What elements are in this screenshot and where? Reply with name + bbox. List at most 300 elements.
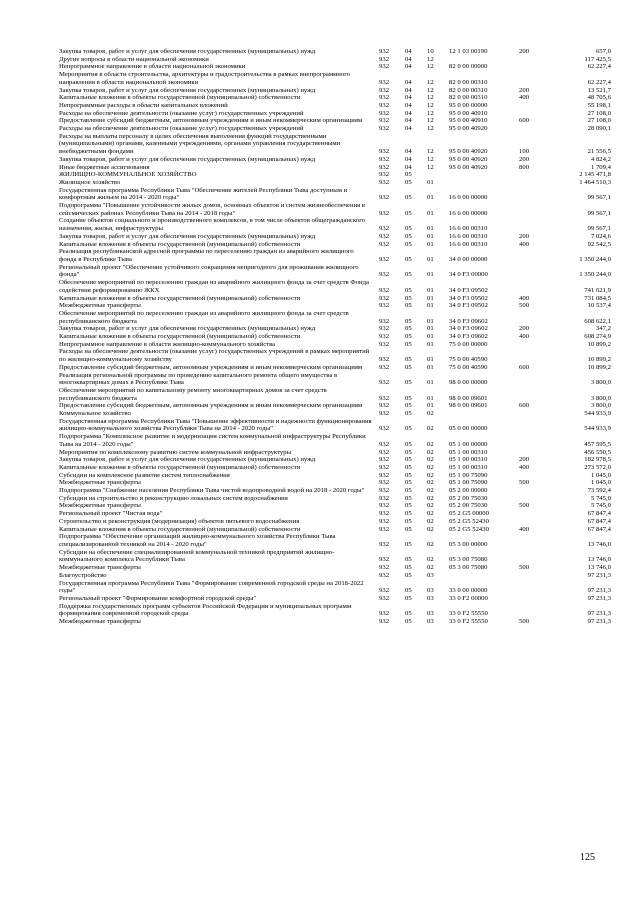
subsection-code: 01 <box>427 379 434 387</box>
table-row <box>59 487 619 495</box>
ministry-code: 932 <box>379 163 390 171</box>
row-name: Государственная программа Республики Тыва "Повышение эффективности и надежности функционирования жилищно-коммунального хозяйства Республики Тыва на 2014 - 2020 годы" <box>59 417 372 433</box>
section-code: 05 <box>405 178 412 186</box>
ministry-code: 932 <box>379 48 390 55</box>
amount: 1 464 510,3 <box>579 178 611 186</box>
subsection-code: 12 <box>427 155 434 163</box>
amount: 67 847,4 <box>587 510 611 518</box>
section-code: 04 <box>405 125 412 133</box>
row-name: Другие вопросы в области национальной экономики <box>59 55 209 63</box>
section-code: 05 <box>405 225 412 233</box>
table-row <box>59 518 619 526</box>
expense-type: 400 <box>519 333 530 341</box>
subsection-code: 01 <box>427 209 434 217</box>
amount: 10 899,2 <box>587 356 611 364</box>
subsection-code: 12 <box>427 109 434 117</box>
target-article: 95 0 00 40910 <box>449 117 488 125</box>
ministry-code: 932 <box>379 340 390 348</box>
amount: 48 705,6 <box>587 94 611 102</box>
ministry-code: 932 <box>379 517 390 525</box>
section-code: 05 <box>405 556 412 564</box>
section-code: 05 <box>405 255 412 263</box>
expense-type: 400 <box>519 463 530 471</box>
table-row <box>59 156 619 164</box>
subsection-code: 12 <box>427 78 434 86</box>
section-code: 04 <box>405 109 412 117</box>
expense-type: 500 <box>519 479 530 487</box>
table-row <box>59 233 619 241</box>
expense-type: 200 <box>519 325 530 333</box>
section-code: 05 <box>405 456 412 464</box>
section-code: 05 <box>405 286 412 294</box>
target-article: 05 2 G5 00000 <box>449 510 489 518</box>
subsection-code: 02 <box>427 448 434 456</box>
subsection-code: 12 <box>427 125 434 133</box>
row-name: Государственная программа Республики Тыва "Формирование современной городской среды на 2018-2022 годы" <box>59 579 364 595</box>
target-article: 75 0 00 40590 <box>449 363 488 371</box>
ministry-code: 932 <box>379 463 390 471</box>
row-name: Капитальные вложения в объекты государственной (муниципальной) собственности <box>59 525 301 533</box>
expense-type: 200 <box>519 155 530 163</box>
target-article: 05 0 00 00000 <box>449 425 488 433</box>
target-article: 95 0 00 40920 <box>449 125 488 133</box>
row-name: Строительство и реконструкция (модернизация) объектов питьевого водоснабжения <box>59 517 300 525</box>
target-article: 95 0 00 40920 <box>449 155 488 163</box>
row-name: ЖИЛИЩНО-КОММУНАЛЬНОЕ ХОЗЯЙСТВО <box>59 171 197 179</box>
section-code: 05 <box>405 525 412 533</box>
section-code: 05 <box>405 541 412 548</box>
section-code: 05 <box>405 571 412 579</box>
ministry-code: 932 <box>379 479 390 487</box>
row-name: Закупка товаров, работ и услуг для обеспечения государственных (муниципальных) нужд <box>59 456 316 464</box>
table-row <box>59 387 619 402</box>
table-row <box>59 364 619 372</box>
table-row <box>59 310 619 325</box>
row-name: Мероприятия по комплексному развитию систем коммунальной инфраструктуры <box>59 448 292 456</box>
amount: 3 800,0 <box>590 379 611 387</box>
expense-type: 400 <box>519 294 530 302</box>
target-article: 75 0 00 40590 <box>449 356 488 364</box>
row-name: Непрограммное направление в области жилищно-коммунального хозяйства <box>59 340 276 348</box>
subsection-code: 01 <box>427 294 434 302</box>
amount: 1 709,4 <box>590 163 611 171</box>
amount: 13 746,0 <box>587 564 611 572</box>
subsection-code: 02 <box>427 541 434 548</box>
amount: 3 800,0 <box>590 402 611 410</box>
table-row <box>59 87 619 95</box>
target-article: 34 0 F3 09502 <box>449 302 488 310</box>
table-row <box>59 295 619 303</box>
target-article: 05 3 00 75080 <box>449 556 488 564</box>
ministry-code: 932 <box>379 209 390 217</box>
row-name: Обеспечение мероприятий по капитальному ремонту многоквартирных домов за счет средств республиканского бюджета <box>59 386 327 402</box>
table-row <box>59 56 619 64</box>
table-row <box>59 510 619 518</box>
section-code: 05 <box>405 356 412 364</box>
ministry-code: 932 <box>379 494 390 502</box>
subsection-code: 03 <box>427 594 434 602</box>
section-code: 05 <box>405 325 412 333</box>
row-name: Непрограммные расходы в области капитальных вложений <box>59 101 228 109</box>
subsection-code: 01 <box>427 271 434 279</box>
target-article: 05 1 00 00000 <box>449 440 488 448</box>
row-name: Закупка товаров, работ и услуг для обеспечения государственных (муниципальных) нужд <box>59 325 316 333</box>
section-code: 05 <box>405 564 412 572</box>
row-name: Капитальные вложения в объекты государственной (муниципальной) собственности <box>59 463 301 471</box>
target-article: 34 0 F3 09502 <box>449 294 488 302</box>
target-article: 05 1 00 00310 <box>449 463 488 471</box>
section-code: 05 <box>405 232 412 240</box>
expense-type: 800 <box>519 163 530 171</box>
table-row <box>59 449 619 457</box>
row-name: Субсидии на комплексное развитие систем теплоснабжения <box>59 471 230 479</box>
row-name: Субсидии на строительство и реконструкцию локальных систем водоснабжения <box>59 494 288 502</box>
subsection-code: 02 <box>427 410 434 418</box>
subsection-code: 12 <box>427 55 434 63</box>
subsection-code: 02 <box>427 456 434 464</box>
row-name: Реализация региональной программы по проведению капитального ремонта общего имущества в многоквартирных домах в Республике Тыва <box>59 371 338 387</box>
amount: 608 622,1 <box>584 317 611 325</box>
subsection-code: 02 <box>427 440 434 448</box>
ministry-code: 932 <box>379 317 390 325</box>
amount: 4 824,2 <box>590 155 611 163</box>
amount: 92 542,5 <box>587 240 611 248</box>
expense-type: 400 <box>519 525 530 533</box>
section-code: 04 <box>405 163 412 171</box>
expense-type: 500 <box>519 502 530 510</box>
target-article: 05 2 00 00000 <box>449 487 488 495</box>
ministry-code: 932 <box>379 394 390 402</box>
section-code: 04 <box>405 101 412 109</box>
table-row <box>59 133 619 156</box>
section-code: 04 <box>405 86 412 94</box>
section-code: 05 <box>405 209 412 217</box>
expense-type: 400 <box>519 94 530 102</box>
row-name: Непрограммное направление в области национальной экономики <box>59 63 246 71</box>
row-name: Капитальные вложения в объекты государственной (муниципальной) собственности <box>59 333 301 341</box>
amount: 741 621,9 <box>584 286 611 294</box>
section-code: 05 <box>405 618 412 626</box>
target-article: 05 3 00 00000 <box>449 541 488 548</box>
row-name: Расходы на обеспечение деятельности (оказание услуг) государственных учреждений в рамках мероприятий по жилищно-коммунальному хозяйству <box>59 348 370 364</box>
table-row <box>59 348 619 363</box>
target-article: 16 0 00 00000 <box>449 194 488 202</box>
section-code: 05 <box>405 594 412 602</box>
ministry-code: 932 <box>379 78 390 86</box>
amount: 657,0 <box>595 48 611 55</box>
target-article: 16 6 00 00310 <box>449 240 488 248</box>
table-row <box>59 456 619 464</box>
amount: 99 567,1 <box>587 209 611 217</box>
budget-table <box>59 48 619 626</box>
section-code: 05 <box>405 410 412 418</box>
table-row <box>59 549 619 564</box>
expense-type: 400 <box>519 240 530 248</box>
ministry-code: 932 <box>379 363 390 371</box>
row-name: Региональный проект "Формирование комфортной городской среды" <box>59 594 257 602</box>
amount: 544 933,9 <box>584 410 611 418</box>
subsection-code: 02 <box>427 463 434 471</box>
table-row <box>59 595 619 603</box>
row-name: Обеспечение мероприятий по переселению граждан из аварийного жилищного фонда за счет средств республиканского бюджета <box>59 309 349 325</box>
ministry-code: 932 <box>379 225 390 233</box>
amount: 99 567,1 <box>587 194 611 202</box>
target-article: 95 0 00 40920 <box>449 163 488 171</box>
target-article: 98 0 00 09601 <box>449 402 488 410</box>
amount: 456 550,5 <box>584 448 611 456</box>
subsection-code: 01 <box>427 255 434 263</box>
ministry-code: 932 <box>379 294 390 302</box>
ministry-code: 932 <box>379 379 390 387</box>
subsection-code: 01 <box>427 317 434 325</box>
subsection-code: 01 <box>427 286 434 294</box>
target-article: 33 0 F2 00000 <box>449 594 488 602</box>
table-row <box>59 264 619 279</box>
ministry-code: 932 <box>379 448 390 456</box>
expense-type: 500 <box>519 618 530 626</box>
row-name: Жилищное хозяйство <box>59 178 121 186</box>
ministry-code: 932 <box>379 440 390 448</box>
row-name: Капитальные вложения в объекты государственной (муниципальной) собственности <box>59 294 301 302</box>
target-article: 34 0 F3 09602 <box>449 325 488 333</box>
ministry-code: 932 <box>379 94 390 102</box>
subsection-code: 02 <box>427 510 434 518</box>
table-row <box>59 618 619 626</box>
target-article: 05 1 00 75090 <box>449 479 488 487</box>
section-code: 05 <box>405 171 412 179</box>
table-row <box>59 410 619 418</box>
amount: 97 231,3 <box>587 610 611 618</box>
table-row <box>59 279 619 294</box>
row-name: Региональный проект "Обеспечение устойчивого сокращения непригодного для проживания жилищного фонда" <box>59 263 359 279</box>
ministry-code: 932 <box>379 148 390 156</box>
amount: 27 108,0 <box>587 117 611 125</box>
target-article: 34 0 F3 09602 <box>449 317 488 325</box>
ministry-code: 932 <box>379 425 390 433</box>
amount: 1 350 244,0 <box>579 255 611 263</box>
subsection-code: 01 <box>427 356 434 364</box>
target-article: 82 0 00 00310 <box>449 86 488 94</box>
subsection-code: 01 <box>427 232 434 240</box>
ministry-code: 932 <box>379 356 390 364</box>
amount: 67 847,4 <box>587 525 611 533</box>
subsection-code: 12 <box>427 63 434 71</box>
section-code: 04 <box>405 78 412 86</box>
amount: 7 024,6 <box>590 232 611 240</box>
target-article: 34 0 F3 00000 <box>449 271 488 279</box>
ministry-code: 932 <box>379 271 390 279</box>
target-article: 95 0 00 40910 <box>449 109 488 117</box>
amount: 13 746,0 <box>587 541 611 548</box>
target-article: 95 0 00 40920 <box>449 148 488 156</box>
table-row <box>59 125 619 133</box>
section-code: 05 <box>405 317 412 325</box>
row-name: Закупка товаров, работ и услуг для обеспечения государственных (муниципальных) нужд <box>59 155 316 163</box>
amount: 544 933,9 <box>584 425 611 433</box>
ministry-code: 932 <box>379 487 390 495</box>
row-name: Межбюджетные трансферты <box>59 302 141 310</box>
section-code: 04 <box>405 148 412 156</box>
table-row <box>59 533 619 548</box>
target-article: 05 1 00 00310 <box>449 448 488 456</box>
ministry-code: 932 <box>379 502 390 510</box>
target-article: 05 3 00 75080 <box>449 564 488 572</box>
target-article: 82 0 00 00310 <box>449 78 488 86</box>
target-article: 05 2 00 75030 <box>449 494 488 502</box>
table-row <box>59 418 619 433</box>
expense-type: 200 <box>519 232 530 240</box>
ministry-code: 932 <box>379 333 390 341</box>
amount: 62 227,4 <box>587 78 611 86</box>
target-article: 33 0 F2 55550 <box>449 618 488 626</box>
ministry-code: 932 <box>379 618 390 626</box>
section-code: 05 <box>405 517 412 525</box>
expense-type: 200 <box>519 48 530 55</box>
table-row <box>59 464 619 472</box>
section-code: 05 <box>405 333 412 341</box>
amount: 731 084,5 <box>584 294 611 302</box>
row-name: Закупка товаров, работ и услуг для обеспечения государственных (муниципальных) нужд <box>59 86 316 94</box>
section-code: 05 <box>405 479 412 487</box>
section-code: 04 <box>405 94 412 102</box>
row-name: Коммунальное хозяйство <box>59 410 131 418</box>
subsection-code: 01 <box>427 302 434 310</box>
ministry-code: 932 <box>379 471 390 479</box>
amount: 1 045,0 <box>590 479 611 487</box>
amount: 10 899,2 <box>587 340 611 348</box>
table-row <box>59 302 619 310</box>
ministry-code: 932 <box>379 171 390 179</box>
row-name: Межбюджетные трансферты <box>59 479 141 487</box>
subsection-code: 03 <box>427 587 434 595</box>
row-name: Расходы на выплаты персоналу в целях обеспечения выполнения функций государственными (муниципальными) органами, казенными учреждениями, органами управления государственными внебюджетными фондами <box>59 132 341 156</box>
row-name: Поддержка государственных программ субъектов Российской Федерации и муниципальных программ формирования современной городской среды <box>59 602 352 618</box>
amount: 10 899,2 <box>587 363 611 371</box>
section-code: 05 <box>405 510 412 518</box>
amount: 10 537,4 <box>587 302 611 310</box>
target-article: 75 0 00 00000 <box>449 340 488 348</box>
table-row <box>59 502 619 510</box>
amount: 347,2 <box>595 325 611 333</box>
subsection-code: 01 <box>427 325 434 333</box>
section-code: 05 <box>405 194 412 202</box>
amount: 273 572,0 <box>584 463 611 471</box>
row-name: Предоставление субсидий бюджетным, автономным учреждениям и иным некоммерческим организациям <box>59 117 363 125</box>
ministry-code: 932 <box>379 55 390 63</box>
subsection-code: 02 <box>427 425 434 433</box>
amount: 5 745,0 <box>590 502 611 510</box>
subsection-code: 03 <box>427 610 434 618</box>
section-code: 04 <box>405 155 412 163</box>
target-article: 82 0 00 00000 <box>449 63 488 71</box>
ministry-code: 932 <box>379 86 390 94</box>
ministry-code: 932 <box>379 571 390 579</box>
section-code: 04 <box>405 117 412 125</box>
ministry-code: 932 <box>379 410 390 418</box>
subsection-code: 12 <box>427 101 434 109</box>
section-code: 05 <box>405 294 412 302</box>
row-name: Государственная программа Республики Тыва "Обеспечение жителей Республики Тыва доступным и комфортным жильем на 2014 - 2020 годы" <box>59 186 348 202</box>
section-code: 05 <box>405 448 412 456</box>
table-row <box>59 71 619 86</box>
table-row <box>59 341 619 349</box>
target-article: 16 6 00 00310 <box>449 232 488 240</box>
amount: 97 231,3 <box>587 594 611 602</box>
table-row <box>59 472 619 480</box>
target-article: 95 0 00 00000 <box>449 101 488 109</box>
ministry-code: 932 <box>379 594 390 602</box>
ministry-code: 932 <box>379 109 390 117</box>
section-code: 05 <box>405 502 412 510</box>
amount: 13 521,7 <box>587 86 611 94</box>
amount: 62 227,4 <box>587 63 611 71</box>
amount: 2 145 471,8 <box>579 171 611 179</box>
row-name: Расходы на обеспечение деятельности (оказание услуг) государственных учреждений <box>59 125 304 133</box>
amount: 5 745,0 <box>590 494 611 502</box>
target-article: 34 0 F3 09502 <box>449 286 488 294</box>
row-name: Расходы на обеспечение деятельности (оказание услуг) государственных учреждений <box>59 109 304 117</box>
section-code: 05 <box>405 402 412 410</box>
amount: 27 108,0 <box>587 109 611 117</box>
table-row <box>59 372 619 387</box>
ministry-code: 932 <box>379 302 390 310</box>
table-row <box>59 248 619 263</box>
expense-type: 600 <box>519 363 530 371</box>
row-name: Мероприятия в области строительства, архитектуры и градостроительства в рамках внепрограммного направления в области национальной экономики <box>59 71 351 86</box>
ministry-code: 932 <box>379 63 390 71</box>
table-row <box>59 171 619 179</box>
ministry-code: 932 <box>379 587 390 595</box>
table-row <box>59 202 619 217</box>
subsection-code: 02 <box>427 517 434 525</box>
row-name: Капитальные вложения в объекты государственной (муниципальной) собственности <box>59 240 301 248</box>
target-article: 16 6 00 00000 <box>449 209 488 217</box>
amount: 1 350 244,0 <box>579 271 611 279</box>
row-name: Межбюджетные трансферты <box>59 618 141 626</box>
ministry-code: 932 <box>379 610 390 618</box>
subsection-code: 01 <box>427 225 434 233</box>
amount: 13 746,0 <box>587 556 611 564</box>
table-row <box>59 117 619 125</box>
row-name: Благоустройство <box>59 571 107 579</box>
table-row <box>59 526 619 534</box>
subsection-code: 02 <box>427 471 434 479</box>
subsection-code: 12 <box>427 94 434 102</box>
section-code: 05 <box>405 471 412 479</box>
section-code: 05 <box>405 379 412 387</box>
amount: 97 231,3 <box>587 618 611 626</box>
section-code: 05 <box>405 302 412 310</box>
amount: 21 556,5 <box>587 148 611 156</box>
target-article: 33 0 00 00000 <box>449 587 488 595</box>
subsection-code: 02 <box>427 564 434 572</box>
table-row <box>59 433 619 448</box>
section-code: 05 <box>405 487 412 495</box>
amount: 55 198,1 <box>587 101 611 109</box>
subsection-code: 01 <box>427 240 434 248</box>
page-number: 125 <box>580 852 595 863</box>
table-row <box>59 580 619 595</box>
ministry-code: 932 <box>379 178 390 186</box>
section-code: 05 <box>405 610 412 618</box>
row-name: Капитальные вложения в объекты государственной (муниципальной) собственности <box>59 94 301 102</box>
row-name: Подпрограмма "Комплексное развитие и модернизация систем коммунальной инфраструктуры Республики Тыва на 2014 - 2020 годы" <box>59 433 366 448</box>
ministry-code: 932 <box>379 541 390 548</box>
table-row <box>59 179 619 187</box>
subsection-code: 02 <box>427 502 434 510</box>
row-name: Закупка товаров, работ и услуг для обеспечения государственных (муниципальных) нужд <box>59 232 316 240</box>
amount: 28 090,1 <box>587 125 611 133</box>
